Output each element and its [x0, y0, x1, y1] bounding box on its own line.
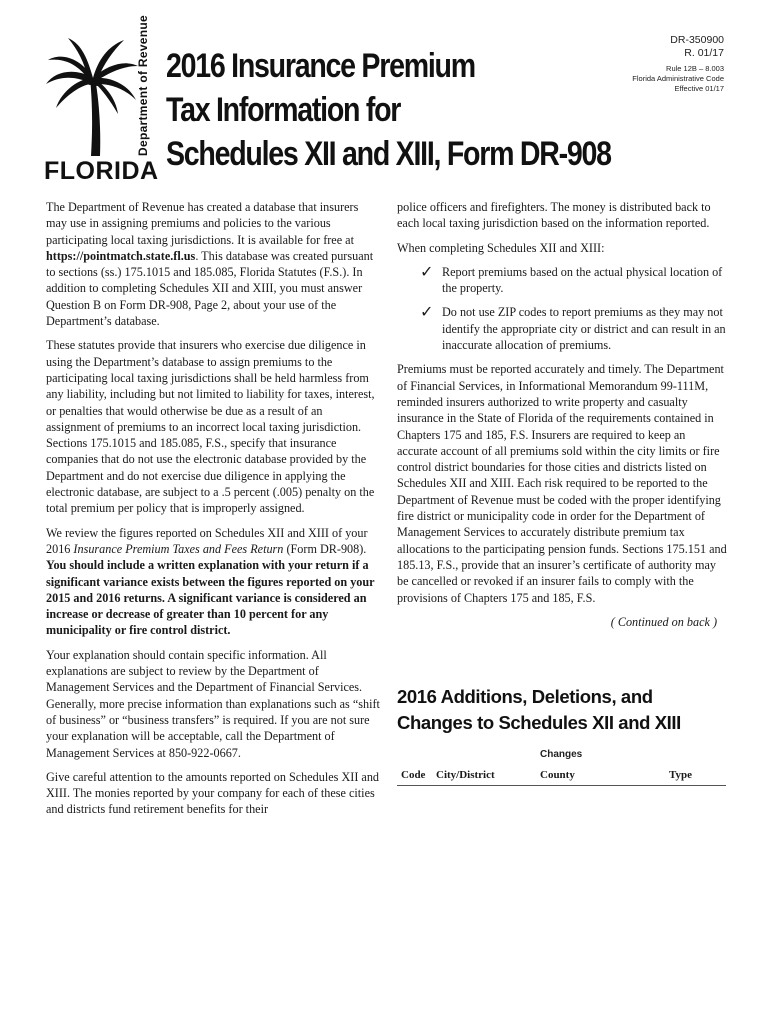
database-url[interactable]: https://pointmatch.state.fl.us [46, 248, 196, 263]
column-header-county: County [540, 769, 575, 781]
database-paragraph: The Department of Revenue has created a database that insurers may use in assigning premiums and policies to the various participating local taxing jurisdictions. It is available for free at https://pointmatch.state.fl.us. This database was created pursuant to sections (ss.) 175.1015 and 185.085, Florida Statutes (F.S.). In addition to completing Schedules XII and XIII, you must answer Question B on Form DR-908, Page 2, about your use of the Department’s database. [46, 200, 374, 329]
changes-section-title: 2016 Additions, Deletions, and Changes to Schedules XII and XIII [397, 686, 681, 733]
statutes-paragraph: These statutes provide that insurers who exercise due diligence in using the Department’s database to assign premiums to the participating local taxing jurisdictions shall be held harmless from any liability, including but not limited to liability for taxes, interest, or penalties that would otherwise be due as a result of an assignment of premiums to an incorrect local taxing jurisdiction. Sections 175.1015 and 185.085, F.S., specify that insurance companies that do not use the electronic database provided by the Department and do not exercise due diligence in applying the electronic database, are subject to a .5 percent (.005) penalty on the total premium per policy that is improperly assigned. [46, 338, 375, 516]
palm-tree-logo-icon [46, 38, 138, 156]
form-number: DR-350900 [670, 34, 724, 46]
effective-date: Effective 01/17 [674, 84, 724, 93]
florida-wordmark: FLORIDA [44, 157, 159, 185]
right-column [397, 199, 727, 638]
page-title: 2016 Insurance Premium Tax Information for Schedules XII and XIII, Form DR-908 [166, 47, 611, 173]
column-header-city-district: City/District [436, 769, 495, 781]
left-column [46, 199, 380, 826]
explanation-paragraph: Your explanation should contain specific information. All explanations are subject to review by the Department of Management Services and the Department of Financial Services. Generally, more precise information than explanations such as “shift of business” or “business transfers” is required. If you are not sure your explanation will be acceptable, call the Department of Management Services at 850-922-0667. [46, 647, 380, 760]
instructions-intro: When completing Schedules XII and XIII: [397, 240, 605, 255]
column-header-type: Type [669, 769, 693, 781]
checkmark-icon: ✓ [420, 302, 434, 322]
checklist-item: ✓ Report premiums based on the actual physical location of the property. [397, 264, 727, 297]
changes-table-header [397, 769, 726, 786]
admin-code: Florida Administrative Code [632, 74, 724, 83]
form-header-info [632, 34, 724, 94]
continued-note: ( Continued on back ) [610, 614, 717, 629]
column-header-code: Code [401, 769, 426, 781]
review-paragraph: We review the figures reported on Schedules XII and XIII of your 2016 Insurance Premium Taxes and Fees Return (Form DR-908). You should include a written explanation with your return if a significant variance exists between the figures reported on your 2015 and 2016 returns. A significant variance is considered an increase or decrease of greater than 10 percent for any municipality or fire control district. [46, 525, 375, 638]
distribution-paragraph: police officers and firefighters. The money is distributed back to each local taxing jurisdiction based on the information reported. [397, 200, 711, 231]
department-of-revenue-label: Department of Revenue [136, 15, 150, 156]
form-revision: R. 01/17 [684, 47, 724, 59]
checklist-item: ✓ Do not use ZIP codes to report premiums as they may not identify the appropriate city or district and can result in an inaccurate allocation of premiums. [397, 304, 727, 353]
rule-number: Rule 12B – 8.003 [666, 64, 724, 73]
changes-label: Changes [540, 749, 583, 760]
attention-paragraph: Give careful attention to the amounts reported on Schedules XII and XIII. The monies reported by your company for each of these cities and districts fund retirement benefits for their [46, 769, 380, 817]
premiums-paragraph: Premiums must be reported accurately and timely. The Department of Financial Services, in Informational Memorandum 99-111M, reminded insurers authorized to write property and casualty insurance in the State of Florida of the requirements contained in Chapters 175 and 185, F.S. Insurers are required to keep an accurate account of all premiums sold within the city limits or fire control district boundaries for those cities and districts listed on Schedules XII and XIII. Each risk required to be reported to the Department of Revenue must be coded with the proper identifying fire district or municipality code in order for the Department of Management Services to accurately distribute premium tax allocations to the participating pension funds. Sections 175.151 and 185.13, F.S., provide that an insurer’s certificate of authority may be cancelled or revoked if an insurer fails to comply with the provisions of Chapters 175 and 185, F.S. [397, 362, 727, 605]
checkmark-icon: ✓ [420, 261, 434, 281]
